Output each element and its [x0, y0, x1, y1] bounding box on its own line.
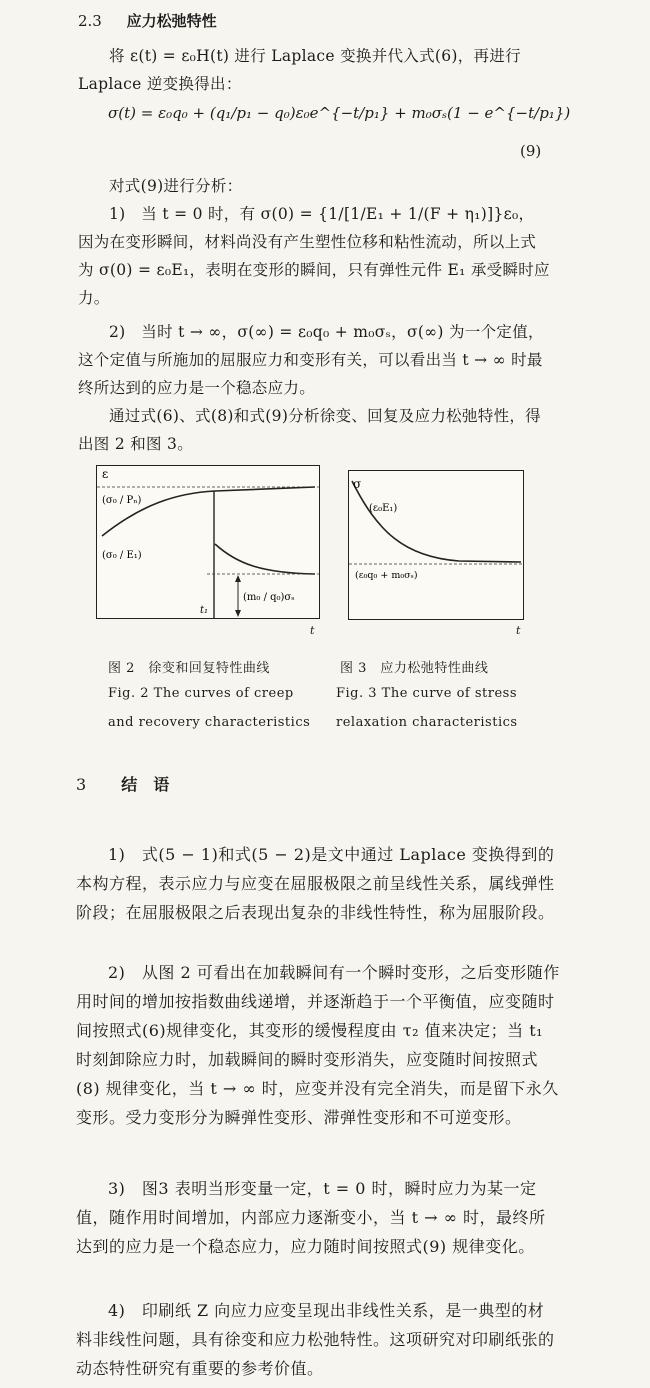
analysis-point-2: 2) 当时 t → ∞，σ(∞) = ε₀q₀ + m₀σₛ，σ(∞) 为一个定值，这个定值与所施加的屈服应力和变形有关，可以看出当 t → ∞ 时最终所达到的应力是一个稳态应力。 [78, 323, 544, 397]
figure-3-plot [349, 471, 523, 619]
fig2-label-drop: (m₀ / q₀)σₛ [243, 592, 295, 603]
fig2-y-symbol: ε [102, 467, 109, 481]
section-3-number: 3 [76, 775, 87, 794]
equation-number: (9) [520, 142, 542, 160]
conclusion-item-1: 1) 式(5 − 1)和式(5 − 2)是文中通过 Laplace 变换得到的本构方程，表示应力与应变在屈服极限之前呈线性关系，属线弹性阶段；在屈服极限之后表现出复杂的非线性特性，称为屈服阶段。 [76, 845, 555, 922]
fig2-caption-cn: 图 2 徐变和回复特性曲线 [108, 661, 270, 676]
figure-2-frame [96, 465, 320, 619]
fig3-caption-cn: 图 3 应力松弛特性曲线 [340, 661, 489, 676]
fig3-label-top: (ε₀E₁) [369, 503, 398, 514]
fig3-caption-en-1: Fig. 3 The curve of stress [336, 686, 517, 701]
fig3-y-symbol: σ [353, 477, 362, 491]
fig2-arrow-up-icon [235, 575, 241, 582]
fig2-caption-en-2: and recovery characteristics [108, 715, 311, 730]
section-2-3-heading [78, 10, 217, 31]
equation-9: σ(t) = ε₀q₀ + (q₁/p₁ − q₀)ε₀e^{−t/p₁} + m₀σₛ(1 − e^{−t/p₁}) [108, 104, 571, 122]
section-3-heading [76, 772, 169, 795]
fig2-label-t1: t₁ [200, 605, 209, 616]
fig2-arrow-down-icon [235, 610, 241, 617]
section-title: 应力松弛特性 [126, 12, 217, 30]
fig2-caption-en-1: Fig. 2 The curves of creep [108, 686, 294, 701]
conclusion-item-2: 2) 从图 2 可看出在加载瞬间有一个瞬时变形，之后变形随作用时间的增加按指数曲线递增，并逐渐趋于一个平衡值，应变随时间按照式(6)规律变化，其变形的缓慢程度由 τ₂ 值来决定；当 t₁ 时刻卸除应力时，加载瞬间的瞬时变形消失，应变随时间按照式(8) 规律变化，当 t → ∞ 时，应变并没有完全消失，而是留下永久变形。受力变形分为瞬弹性变形、滞弹性变形和不可逆变形。 [76, 963, 560, 1127]
conclusion-item-3: 3) 图3 表明当形变量一定，t = 0 时，瞬时应力为某一定值，随作用时间增加，内部应力逐渐变小，当 t → ∞ 时，最终所达到的应力是一个稳态应力，应力随时间按照式(9) 规律变化。 [76, 1179, 546, 1256]
figure-summary: 通过式(6)、式(8)和式(9)分析徐变、回复及应力松弛特性，得出图 2 和图 3。 [78, 407, 541, 453]
fig2-label-mid: (σ₀ / E₁) [102, 550, 142, 561]
analysis-point-1: 1) 当 t = 0 时，有 σ(0) = {1/[1/E₁ + 1/(F + η₁)]}ε₀，因为在变形瞬间，材料尚没有产生塑性位移和粘性流动，所以上式为 σ(0) = ε₀E₁，表明在变形的瞬间，只有弹性元件 E₁ 承受瞬时应力。 [78, 205, 550, 307]
analysis-intro: 对式(9)进行分析： [109, 177, 243, 195]
fig3-relaxation-curve [352, 481, 521, 562]
fig3-x-symbol: t [516, 624, 521, 637]
fig2-x-symbol: t [310, 624, 315, 637]
figure-3-frame [348, 470, 524, 620]
intro-paragraph: 将 ε(t) = ε₀H(t) 进行 Laplace 变换并代入式(6)，再进行 Laplace 逆变换得出： [78, 47, 521, 93]
fig3-caption-en-2: relaxation characteristics [336, 715, 518, 730]
figure-2-plot [97, 466, 319, 618]
fig2-label-top: (σ₀ / Pₙ) [102, 495, 142, 506]
fig2-recovery-curve [215, 544, 315, 574]
section-number: 2.3 [78, 12, 102, 30]
section-3-title: 结 语 [121, 775, 170, 794]
fig3-label-bottom: (ε₀q₀ + m₀σₛ) [355, 570, 418, 581]
conclusion-item-4: 4) 印刷纸 Z 向应力应变呈现出非线性关系，是一典型的材料非线性问题，具有徐变和应力松弛特性。这项研究对印刷纸张的动态特性研究有重要的参考价值。 [76, 1301, 555, 1378]
